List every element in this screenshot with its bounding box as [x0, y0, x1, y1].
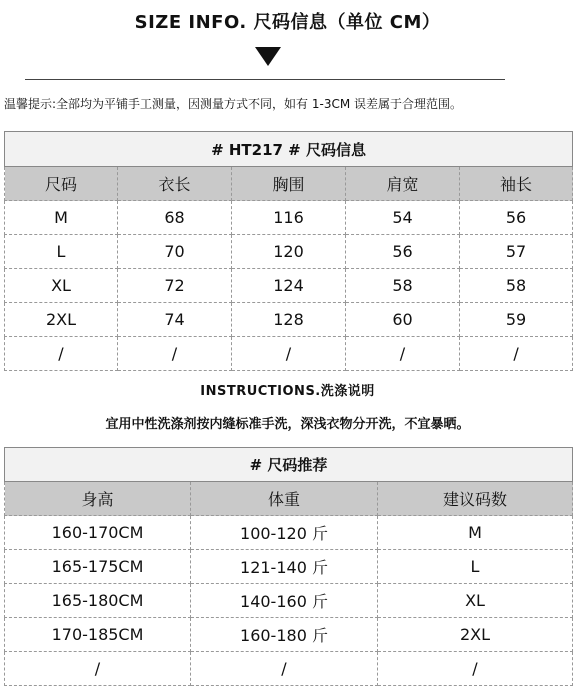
instructions-heading: INSTRUCTIONS.洗涤说明 [200, 384, 375, 399]
page-title: SIZE INFO. 尺码信息（单位 CM） [134, 12, 441, 33]
size-table-cell: 120 [232, 235, 346, 269]
size-table-column-header: 尺码 [5, 167, 118, 201]
recommend-table-cell: 2XL [378, 618, 573, 652]
measurement-note: 温馨提示:全部均为平铺手工测量，因测量方式不同，如有 1-3CM 误差属于合理范围。 [4, 97, 463, 111]
size-table-column-header: 袖长 [460, 167, 573, 201]
size-recommendation-table [4, 447, 573, 686]
recommend-table-column-header: 身高 [5, 482, 191, 516]
recommend-table-cell: XL [378, 584, 573, 618]
size-table-cell: 74 [118, 303, 232, 337]
size-table-cell: 58 [346, 269, 460, 303]
down-arrow-icon [255, 47, 281, 66]
recommend-table-caption: # 尺码推荐 [5, 448, 573, 482]
size-table-row [5, 337, 573, 371]
size-table-caption-row [5, 132, 573, 167]
size-table-cell: 124 [232, 269, 346, 303]
size-table-cell: 57 [460, 235, 573, 269]
size-table-row [5, 303, 573, 337]
size-table-cell: 54 [346, 201, 460, 235]
size-table-cell: 128 [232, 303, 346, 337]
size-table-cell: L [5, 235, 118, 269]
size-table-row [5, 269, 573, 303]
size-table-column-header: 衣长 [118, 167, 232, 201]
size-table-column-header: 肩宽 [346, 167, 460, 201]
recommend-table-cell: 165-180CM [5, 584, 191, 618]
recommend-table-row [5, 516, 573, 550]
size-table [4, 131, 573, 371]
recommend-table-cell: 165-175CM [5, 550, 191, 584]
size-table-cell: 70 [118, 235, 232, 269]
size-table-cell: 72 [118, 269, 232, 303]
recommend-table-row [5, 584, 573, 618]
recommend-table-row [5, 618, 573, 652]
recommend-table-column-header: 体重 [191, 482, 378, 516]
recommend-table-cell: 160-170CM [5, 516, 191, 550]
recommend-table-row [5, 652, 573, 686]
recommend-table-cell: L [378, 550, 573, 584]
size-table-cell: 56 [460, 201, 573, 235]
size-table-cell: / [232, 337, 346, 371]
recommend-table-cell: / [378, 652, 573, 686]
size-table-cell: 59 [460, 303, 573, 337]
instructions-text: 宜用中性洗涤剂按内缝标准手洗，深浅衣物分开洗，不宜暴晒。 [105, 417, 470, 432]
size-table-row [5, 235, 573, 269]
size-table-cell: / [460, 337, 573, 371]
size-table-cell: 68 [118, 201, 232, 235]
recommend-table-row [5, 550, 573, 584]
recommend-table-cell: 140-160 斤 [191, 584, 378, 618]
divider [25, 79, 505, 80]
size-table-cell: XL [5, 269, 118, 303]
size-table-caption: # HT217 # 尺码信息 [5, 132, 573, 167]
recommend-table-header-row [5, 482, 573, 516]
size-table-cell: / [5, 337, 118, 371]
size-table-cell: 2XL [5, 303, 118, 337]
size-table-cell: 58 [460, 269, 573, 303]
recommend-table-cell: 100-120 斤 [191, 516, 378, 550]
recommend-table-cell: 160-180 斤 [191, 618, 378, 652]
recommend-table-column-header: 建议码数 [378, 482, 573, 516]
size-table-cell: / [346, 337, 460, 371]
size-table-column-header: 胸围 [232, 167, 346, 201]
recommend-table-cell: M [378, 516, 573, 550]
size-table-cell: 60 [346, 303, 460, 337]
size-table-cell: 116 [232, 201, 346, 235]
recommend-table-cell: 170-185CM [5, 618, 191, 652]
size-table-header-row [5, 167, 573, 201]
size-table-cell: 56 [346, 235, 460, 269]
size-table-cell: / [118, 337, 232, 371]
size-table-cell: M [5, 201, 118, 235]
size-table-row [5, 201, 573, 235]
recommend-table-cell: / [191, 652, 378, 686]
recommend-table-cell: / [5, 652, 191, 686]
recommend-table-cell: 121-140 斤 [191, 550, 378, 584]
recommend-table-caption-row [5, 448, 573, 482]
